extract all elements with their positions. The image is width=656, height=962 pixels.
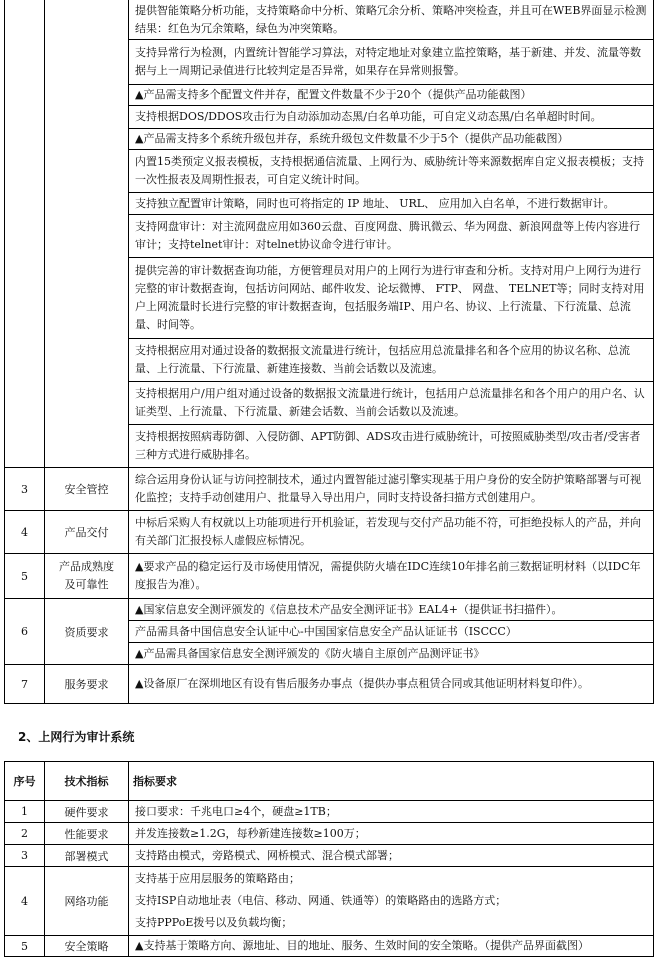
requirement-cell: ▲国家信息安全测评颁发的《信息技术产品安全测评证书》EAL4+（提供证书扫描件）。 [129,599,654,621]
table-row [5,936,654,957]
row-number: 7 [5,665,45,704]
requirement-cell: 综合运用身份认证与访问控制技术，通过内置智能过滤引擎实现基于用户身份的安全防护策略部署与可视化监控；支持手动创建用户、批量导入导出用户，同时支持设备扫描方式创建用户。 [129,468,654,511]
column-header-requirement: 指标要求 [129,762,654,801]
table-row [5,801,654,823]
indicator-name [45,554,129,599]
requirement-cell: 提供智能策略分析功能，支持策略命中分析、策略冗余分析、策略冲突检查，并且可在WEB界面显示检测结果：红色为冗余策略，绿色为冲突策略。 [129,0,654,40]
table-row [5,511,654,554]
requirement-cell: 支持根据按照病毒防御、入侵防御、APT防御、ADS攻击进行威胁统计，可按照威胁类型/攻击者/受害者三种方式进行威胁排名。 [129,425,654,468]
indicator-name: 服务要求 [45,665,129,704]
table-row [5,554,654,599]
row-number: 4 [5,867,45,936]
requirement-cell: 内置15类预定义报表模板，支持根据通信流量、上网行为、威胁统计等来源数据库自定义报表模板；支持一次性报表及周期性报表，可自定义统计时间。 [129,150,654,193]
indicator-name: 性能要求 [45,823,129,845]
requirement-cell: 支持网盘审计：对主流网盘应用如360云盘、百度网盘、腾讯微云、华为网盘、新浪网盘等上传内容进行审计；支持telnet审计：对telnet协议命令进行审计。 [129,215,654,258]
section-title: 2、上网行为审计系统 [18,730,135,744]
table-header-row [5,762,654,801]
requirement-cell [129,867,654,936]
table-row [5,0,654,40]
requirement-cell: 支持独立配置审计策略，同时也可将指定的 IP 地址、 URL、 应用加入白名单，不进行数据审计。 [129,193,654,215]
requirement-cell: ▲产品需具备国家信息安全测评颁发的《防火墙自主原创产品测评证书》 [129,643,654,665]
column-header-indicator: 技术指标 [45,762,129,801]
indicator-name: 安全策略 [45,936,129,957]
row-number: 3 [5,468,45,511]
requirement-cell: 支持根据DOS/DDOS攻击行为自动添加动态黑/白名单功能，可自定义动态黑/白名单超时时间。 [129,106,654,129]
requirement-line: 支持基于应用层服务的策略路由； [135,872,300,885]
requirement-line: 支持PPPoE拨号以及负载均衡； [135,916,293,929]
table-row [5,867,654,936]
requirement-cell: 产品需具备中国信息安全认证中心-中国国家信息安全产品认证证书（ISCCC） [129,621,654,643]
requirement-cell: ▲产品需支持多个配置文件并存，配置文件数量不少于20个（提供产品功能截图） [129,85,654,106]
row-number: 5 [5,554,45,599]
indicator-name: 产品交付 [45,511,129,554]
requirement-cell: 支持根据用户/用户组对通过设备的数据报文流量进行统计，包括用户总流量排名和各个用户的用户名、认证类型、上行流量、下行流量、新建会话数、当前会话数以及流速。 [129,382,654,425]
requirements-table-1 [4,0,654,704]
indicator-name-line: 及可靠性 [64,578,109,591]
table-row [5,823,654,845]
requirements-table-2 [4,761,654,957]
table-row [5,665,654,704]
row-number: 4 [5,511,45,554]
row-number: 6 [5,599,45,665]
requirement-cell: 并发连接数≥1.2G，每秒新建连接数≥100万； [129,823,654,845]
table-row [5,468,654,511]
indicator-name: 资质要求 [45,599,129,665]
row-number: 1 [5,801,45,823]
table-row [5,845,654,867]
row-number: 5 [5,936,45,957]
indicator-name: 网络功能 [45,867,129,936]
requirement-line: 支持ISP自动地址表（电信、移动、网通、铁通等）的策略路由的选路方式； [135,894,507,907]
requirement-cell: 支持异常行为检测，内置统计智能学习算法，对特定地址对象建立监控策略，基于新建、并发、流量等数据与上一周期记录值进行比较判定是否异常，如果存在异常则报警。 [129,40,654,85]
requirement-cell: ▲产品需支持多个系统升级包并存，系统升级包文件数量不少于5个（提供产品功能截图） [129,129,654,150]
row-number: 2 [5,823,45,845]
requirement-cell: 中标后采购人有权就以上功能项进行开机验证，若发现与交付产品功能不符，可拒绝投标人的产品，并向有关部门汇报投标人虚假应标情况。 [129,511,654,554]
continuation-no-cell [5,0,45,468]
requirement-cell: 接口要求：千兆电口≥4个，硬盘≥1TB； [129,801,654,823]
requirement-cell: ▲要求产品的稳定运行及市场使用情况，需提供防火墙在IDC连续10年排名前三数据证明材料（以IDC年度报告为准）。 [129,554,654,599]
requirement-cell: 支持路由模式，旁路模式、网桥模式、混合模式部署； [129,845,654,867]
indicator-name-line: 产品成熟度 [59,560,114,573]
requirement-cell: ▲支持基于策略方向、源地址、目的地址、服务、生效时间的安全策略。（提供产品界面截图） [129,936,654,957]
requirement-cell: 支持根据应用对通过设备的数据报文流量进行统计，包括应用总流量排名和各个应用的协议名称、总流量、上行流量、下行流量、新建连接数、当前会话数以及流速。 [129,339,654,382]
requirement-cell: ▲设备原厂在深圳地区有设有售后服务办事点（提供办事点租赁合同或其他证明材料复印件）。 [129,665,654,704]
indicator-name: 安全管控 [45,468,129,511]
continuation-name-cell [45,0,129,468]
row-number: 3 [5,845,45,867]
table-row [5,599,654,621]
column-header-no: 序号 [5,762,45,801]
indicator-name: 部署模式 [45,845,129,867]
indicator-name: 硬件要求 [45,801,129,823]
requirement-cell: 提供完善的审计数据查询功能，方便管理员对用户的上网行为进行审查和分析。支持对用户上网行为进行完整的审计数据查询，包括访问网站、邮件收发、论坛微博、 FTP、 网盘、 TELNET等；同时支持对用户上网流量时长进行完整的审计数据查询，包括服务端IP、用户名、协议、上行流量、下行流量、总流量、时间等。 [129,258,654,339]
